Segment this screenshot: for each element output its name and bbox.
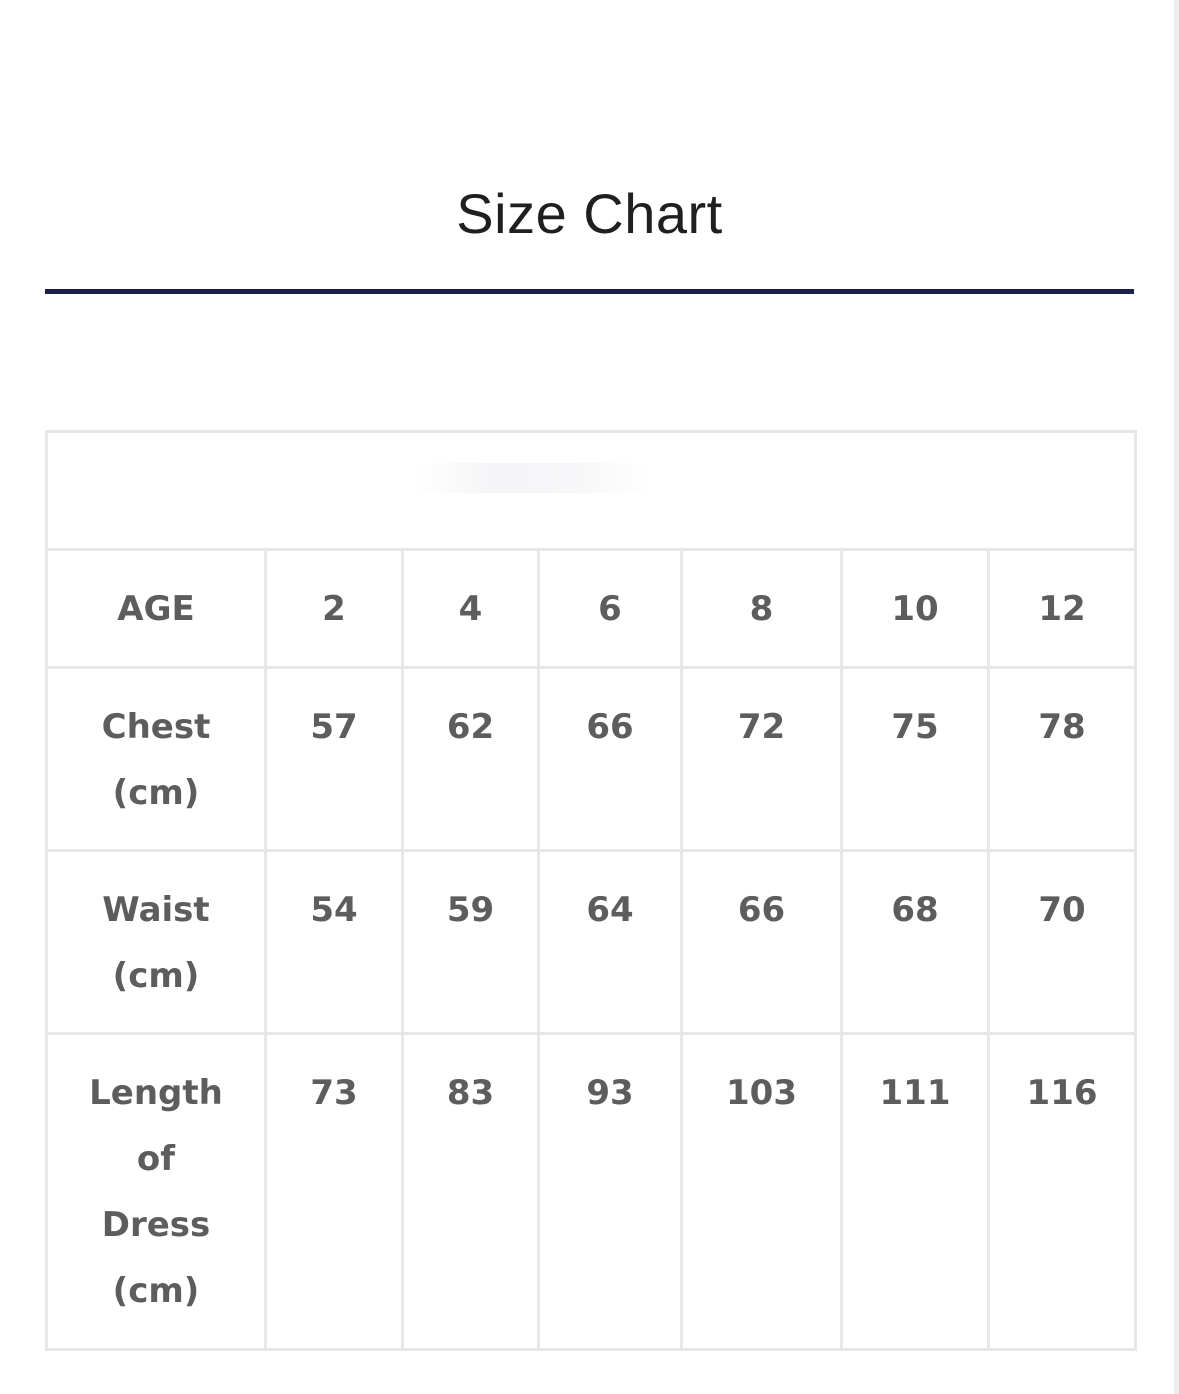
table-caption-row [47, 432, 1136, 550]
length-value: 93 [539, 1034, 682, 1350]
waist-value: 70 [989, 851, 1136, 1034]
length-value: 103 [682, 1034, 842, 1350]
label-line: Length [89, 1073, 223, 1113]
page-title: Size Chart [456, 182, 723, 245]
waist-value: 54 [266, 851, 403, 1034]
chest-value: 57 [266, 668, 403, 851]
size-chart-table-container [45, 430, 1134, 1351]
waist-value: 66 [682, 851, 842, 1034]
label-line: (cm) [112, 956, 200, 996]
length-value: 83 [403, 1034, 539, 1350]
waist-value: 59 [403, 851, 539, 1034]
age-value: 10 [842, 550, 989, 668]
row-label-length [47, 1034, 266, 1350]
length-value: 111 [842, 1034, 989, 1350]
label-line: of [136, 1139, 176, 1179]
table-row-chest [47, 668, 1136, 851]
title-underline [45, 289, 1134, 294]
label-line: Chest [101, 707, 211, 747]
label-line: (cm) [112, 773, 200, 813]
chest-value: 72 [682, 668, 842, 851]
age-value: 12 [989, 550, 1136, 668]
row-label-waist [47, 851, 266, 1034]
chest-value: 75 [842, 668, 989, 851]
waist-value: 64 [539, 851, 682, 1034]
size-chart-table [45, 430, 1137, 1351]
row-label-age: AGE [47, 550, 266, 668]
table-row-length [47, 1034, 1136, 1350]
table-row-age [47, 550, 1136, 668]
row-label-chest [47, 668, 266, 851]
waist-value: 68 [842, 851, 989, 1034]
chest-value: 66 [539, 668, 682, 851]
age-value: 8 [682, 550, 842, 668]
label-line: Waist [102, 890, 210, 930]
label-line: Dress [101, 1205, 211, 1245]
label-line: (cm) [112, 1271, 200, 1311]
chest-value: 62 [403, 668, 539, 851]
age-value: 4 [403, 550, 539, 668]
chest-value: 78 [989, 668, 1136, 851]
age-value: 2 [266, 550, 403, 668]
faded-caption-image [413, 463, 653, 493]
age-value: 6 [539, 550, 682, 668]
table-caption-cell [47, 432, 1136, 550]
length-value: 73 [266, 1034, 403, 1350]
table-row-waist [47, 851, 1136, 1034]
length-value: 116 [989, 1034, 1136, 1350]
